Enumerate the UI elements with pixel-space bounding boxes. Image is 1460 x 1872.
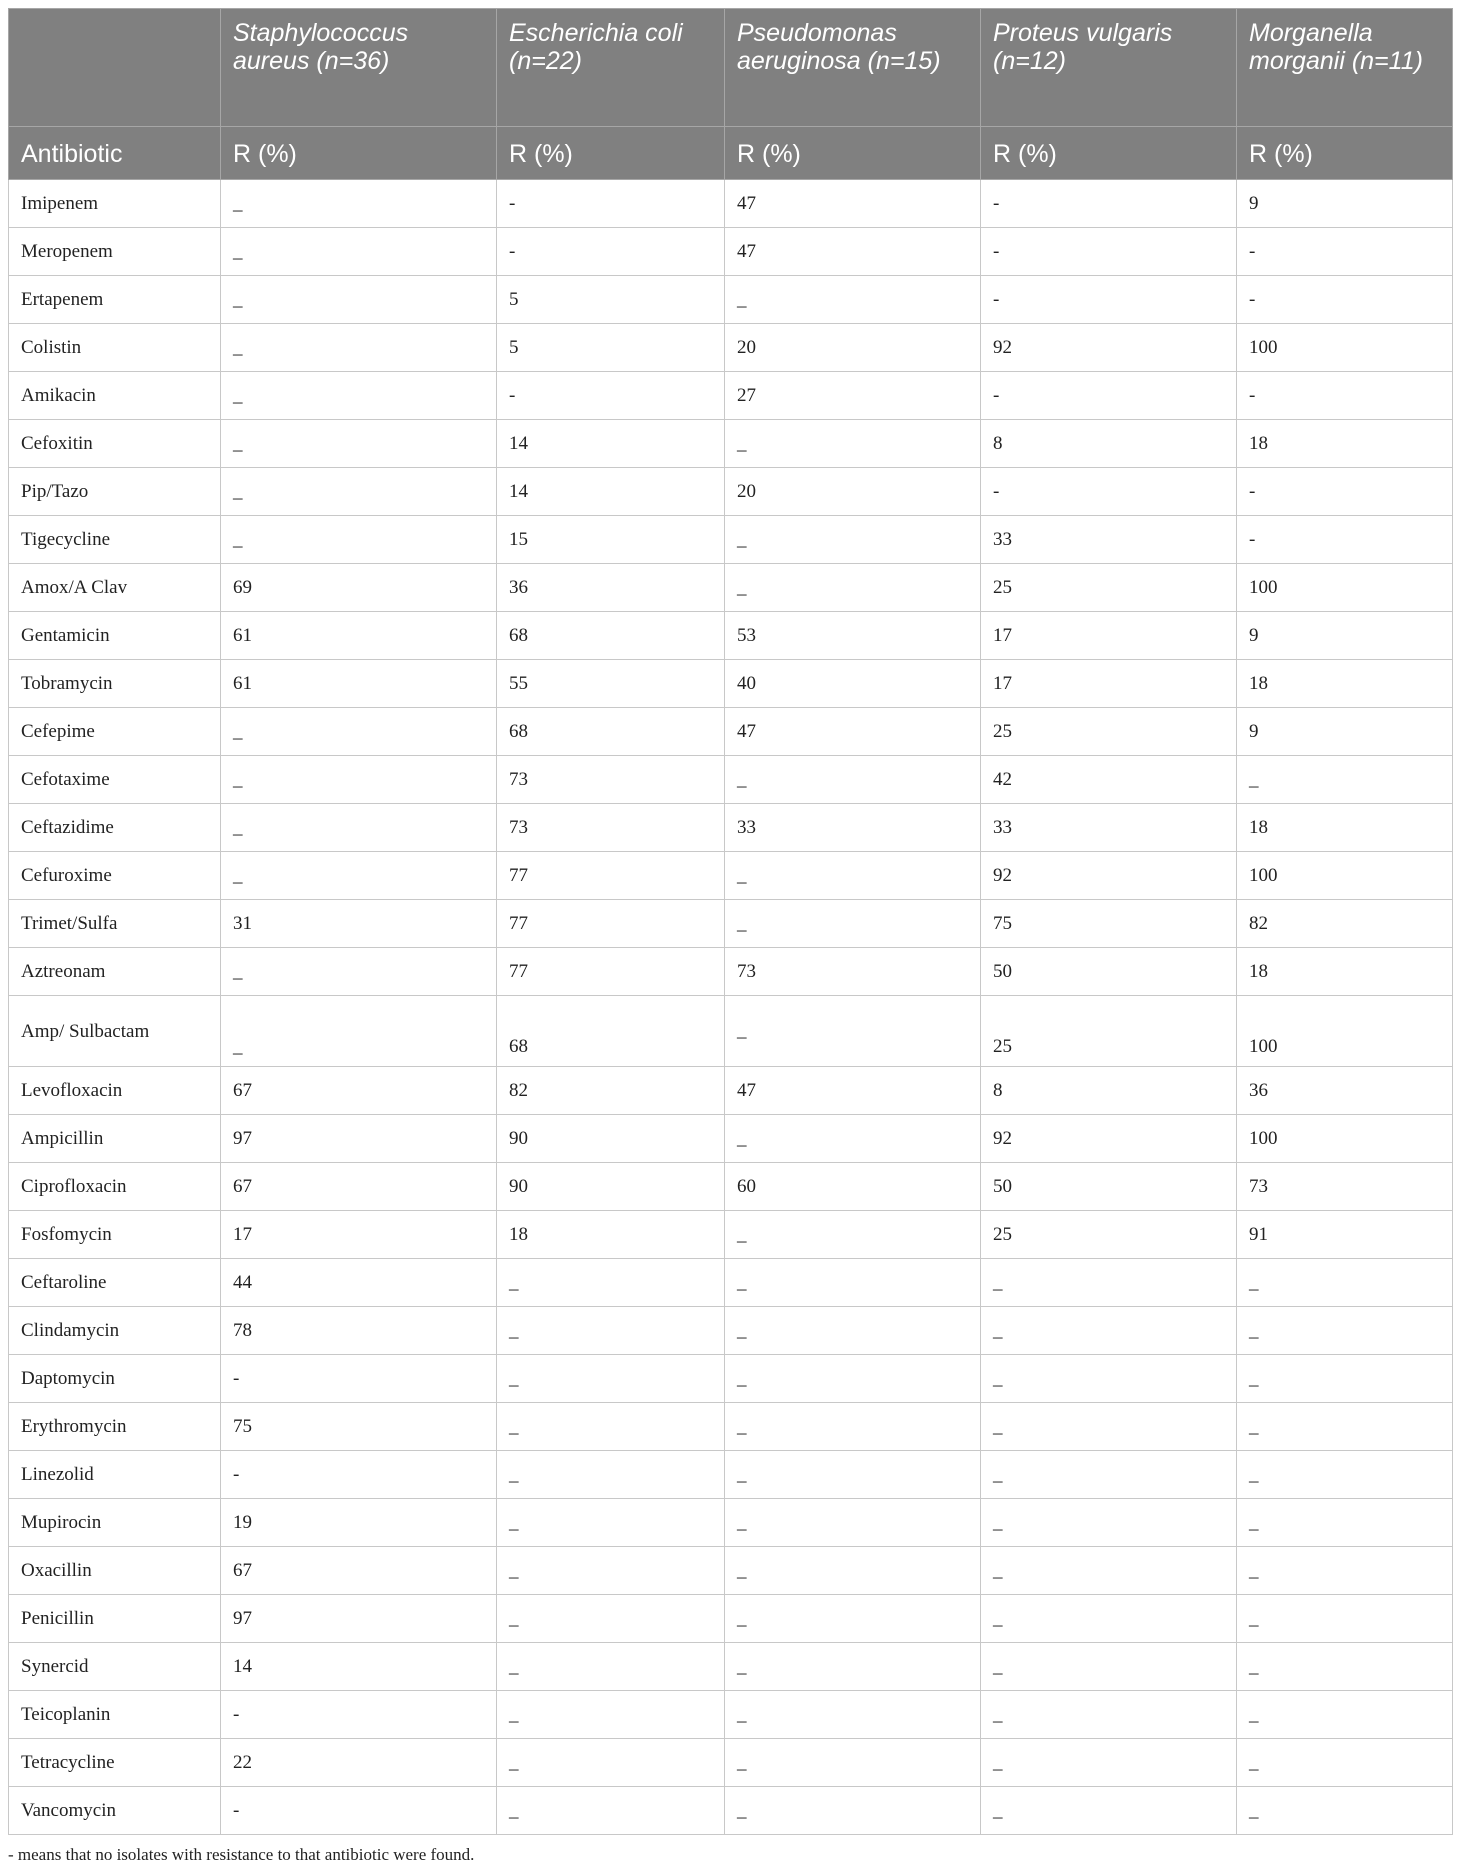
resistance-value-cell: _ — [497, 1739, 725, 1787]
table-row — [9, 1211, 1453, 1259]
resistance-value-cell: 9 — [1237, 708, 1453, 756]
resistance-value-cell: _ — [981, 1595, 1237, 1643]
resistance-value-cell: _ — [981, 1259, 1237, 1307]
resistance-value-cell: 82 — [1237, 900, 1453, 948]
antibiotic-name-cell: Mupirocin — [9, 1499, 221, 1547]
antibiotic-column-header: Antibiotic — [9, 127, 221, 180]
resistance-value-cell: - — [981, 180, 1237, 228]
resistance-value-cell: 60 — [725, 1163, 981, 1211]
resistance-value-cell: _ — [221, 948, 497, 996]
resistance-value-cell: - — [497, 228, 725, 276]
resistance-value-cell: _ — [725, 1355, 981, 1403]
resistance-value-cell: _ — [221, 852, 497, 900]
resistance-value-cell: 19 — [221, 1499, 497, 1547]
resistance-value-cell: _ — [497, 1787, 725, 1835]
resistance-value-cell: 68 — [497, 996, 725, 1067]
resistance-value-cell: 50 — [981, 948, 1237, 996]
antibiotic-name-cell: Fosfomycin — [9, 1211, 221, 1259]
antibiotic-name-cell: Aztreonam — [9, 948, 221, 996]
table-row — [9, 564, 1453, 612]
resistance-value-cell: 36 — [1237, 1067, 1453, 1115]
table-row — [9, 1163, 1453, 1211]
resistance-value-cell: 47 — [725, 180, 981, 228]
antibiotic-name-cell: Ampicillin — [9, 1115, 221, 1163]
resistance-value-cell: _ — [725, 564, 981, 612]
resistance-value-cell: 18 — [497, 1211, 725, 1259]
metric-header-row — [9, 127, 1453, 180]
resistance-value-cell: _ — [725, 900, 981, 948]
metric-header: R (%) — [497, 127, 725, 180]
resistance-value-cell: 20 — [725, 324, 981, 372]
antibiotic-name-cell: Levofloxacin — [9, 1067, 221, 1115]
organism-header-row — [9, 9, 1453, 127]
table-row — [9, 948, 1453, 996]
table-row — [9, 1403, 1453, 1451]
table-row — [9, 1547, 1453, 1595]
resistance-value-cell: 100 — [1237, 996, 1453, 1067]
resistance-value-cell: 90 — [497, 1115, 725, 1163]
resistance-value-cell: _ — [1237, 1691, 1453, 1739]
table-row — [9, 1739, 1453, 1787]
resistance-value-cell: 14 — [221, 1643, 497, 1691]
resistance-value-cell: _ — [497, 1451, 725, 1499]
table-row — [9, 996, 1453, 1067]
resistance-value-cell: _ — [981, 1643, 1237, 1691]
table-row — [9, 228, 1453, 276]
resistance-value-cell: _ — [725, 756, 981, 804]
organism-header: Pseudomonas aeruginosa (n=15) — [725, 9, 981, 127]
organism-header: Escherichia coli (n=22) — [497, 9, 725, 127]
resistance-value-cell: _ — [725, 1787, 981, 1835]
antibiotic-name-cell: Tobramycin — [9, 660, 221, 708]
table-row — [9, 276, 1453, 324]
resistance-value-cell: 18 — [1237, 804, 1453, 852]
resistance-value-cell: _ — [981, 1547, 1237, 1595]
resistance-value-cell: _ — [725, 1691, 981, 1739]
resistance-value-cell: _ — [497, 1547, 725, 1595]
resistance-value-cell: _ — [221, 708, 497, 756]
resistance-value-cell: _ — [725, 1451, 981, 1499]
resistance-value-cell: _ — [725, 276, 981, 324]
resistance-value-cell: _ — [981, 1787, 1237, 1835]
organism-header: Staphylococcus aureus (n=36) — [221, 9, 497, 127]
resistance-value-cell: _ — [221, 180, 497, 228]
resistance-value-cell: 100 — [1237, 564, 1453, 612]
resistance-value-cell: _ — [221, 756, 497, 804]
resistance-value-cell: - — [1237, 228, 1453, 276]
antibiotic-name-cell: Amikacin — [9, 372, 221, 420]
resistance-value-cell: 33 — [981, 516, 1237, 564]
resistance-value-cell: 5 — [497, 276, 725, 324]
resistance-value-cell: 73 — [497, 756, 725, 804]
table-row — [9, 852, 1453, 900]
resistance-value-cell: _ — [1237, 756, 1453, 804]
resistance-table-container — [8, 8, 1452, 1835]
antibiotic-name-cell: Ertapenem — [9, 276, 221, 324]
table-row — [9, 516, 1453, 564]
antibiotic-name-cell: Trimet/Sulfa — [9, 900, 221, 948]
resistance-value-cell: - — [981, 372, 1237, 420]
resistance-value-cell: _ — [725, 1499, 981, 1547]
resistance-value-cell: _ — [221, 276, 497, 324]
table-row — [9, 1499, 1453, 1547]
resistance-value-cell: _ — [725, 1643, 981, 1691]
resistance-value-cell: 100 — [1237, 852, 1453, 900]
antibiotic-name-cell: Cefepime — [9, 708, 221, 756]
resistance-value-cell: _ — [221, 228, 497, 276]
antibiotic-name-cell: Colistin — [9, 324, 221, 372]
antibiotic-name-cell: Synercid — [9, 1643, 221, 1691]
antibiotic-name-cell: Cefuroxime — [9, 852, 221, 900]
resistance-value-cell: - — [1237, 276, 1453, 324]
resistance-value-cell: _ — [497, 1499, 725, 1547]
resistance-value-cell: _ — [981, 1739, 1237, 1787]
resistance-value-cell: - — [221, 1787, 497, 1835]
resistance-value-cell: 47 — [725, 1067, 981, 1115]
resistance-value-cell: _ — [1237, 1307, 1453, 1355]
resistance-value-cell: 61 — [221, 660, 497, 708]
resistance-value-cell: 90 — [497, 1163, 725, 1211]
resistance-value-cell: 20 — [725, 468, 981, 516]
resistance-value-cell: 14 — [497, 468, 725, 516]
resistance-value-cell: _ — [725, 1307, 981, 1355]
table-row — [9, 1691, 1453, 1739]
resistance-value-cell: _ — [221, 420, 497, 468]
antibiotic-name-cell: Amox/A Clav — [9, 564, 221, 612]
table-row — [9, 324, 1453, 372]
resistance-value-cell: 73 — [497, 804, 725, 852]
antibiotic-name-cell: Gentamicin — [9, 612, 221, 660]
resistance-value-cell: _ — [1237, 1403, 1453, 1451]
resistance-value-cell: 100 — [1237, 324, 1453, 372]
resistance-value-cell: _ — [725, 420, 981, 468]
resistance-value-cell: 100 — [1237, 1115, 1453, 1163]
resistance-value-cell: 50 — [981, 1163, 1237, 1211]
resistance-value-cell: 5 — [497, 324, 725, 372]
resistance-value-cell: 82 — [497, 1067, 725, 1115]
resistance-value-cell: 61 — [221, 612, 497, 660]
table-row — [9, 1115, 1453, 1163]
resistance-value-cell: 77 — [497, 852, 725, 900]
antibiotic-name-cell: Pip/Tazo — [9, 468, 221, 516]
resistance-value-cell: _ — [981, 1307, 1237, 1355]
resistance-value-cell: _ — [497, 1595, 725, 1643]
resistance-value-cell: 18 — [1237, 948, 1453, 996]
resistance-value-cell: 25 — [981, 564, 1237, 612]
resistance-value-cell: 31 — [221, 900, 497, 948]
resistance-value-cell: - — [221, 1451, 497, 1499]
resistance-value-cell: - — [221, 1691, 497, 1739]
resistance-value-cell: - — [221, 1355, 497, 1403]
resistance-value-cell: 33 — [725, 804, 981, 852]
resistance-value-cell: 44 — [221, 1259, 497, 1307]
resistance-value-cell: - — [1237, 468, 1453, 516]
resistance-value-cell: 25 — [981, 996, 1237, 1067]
antibiotic-name-cell: Tigecycline — [9, 516, 221, 564]
table-row — [9, 804, 1453, 852]
resistance-value-cell: 68 — [497, 612, 725, 660]
resistance-value-cell: - — [1237, 516, 1453, 564]
resistance-value-cell: 92 — [981, 1115, 1237, 1163]
resistance-value-cell: 18 — [1237, 420, 1453, 468]
table-row — [9, 468, 1453, 516]
resistance-value-cell: 17 — [221, 1211, 497, 1259]
resistance-value-cell: _ — [497, 1643, 725, 1691]
antibiotic-name-cell: Amp/ Sulbactam — [9, 996, 221, 1067]
antibiotic-name-cell: Cefotaxime — [9, 756, 221, 804]
antibiotic-name-cell: Erythromycin — [9, 1403, 221, 1451]
resistance-value-cell: 42 — [981, 756, 1237, 804]
antibiotic-name-cell: Ceftaroline — [9, 1259, 221, 1307]
resistance-value-cell: _ — [497, 1403, 725, 1451]
resistance-value-cell: _ — [221, 324, 497, 372]
resistance-value-cell: - — [497, 180, 725, 228]
resistance-value-cell: 47 — [725, 708, 981, 756]
resistance-table — [8, 8, 1453, 1835]
resistance-value-cell: 17 — [981, 660, 1237, 708]
antibiotic-name-cell: Daptomycin — [9, 1355, 221, 1403]
table-row — [9, 1067, 1453, 1115]
antibiotic-name-cell: Penicillin — [9, 1595, 221, 1643]
antibiotic-name-cell: Ceftazidime — [9, 804, 221, 852]
resistance-value-cell: _ — [1237, 1787, 1453, 1835]
resistance-value-cell: - — [981, 276, 1237, 324]
resistance-value-cell: 9 — [1237, 180, 1453, 228]
metric-header: R (%) — [725, 127, 981, 180]
resistance-value-cell: _ — [221, 516, 497, 564]
resistance-value-cell: _ — [221, 372, 497, 420]
resistance-value-cell: 67 — [221, 1067, 497, 1115]
table-row — [9, 1643, 1453, 1691]
resistance-value-cell: 25 — [981, 708, 1237, 756]
resistance-value-cell: 69 — [221, 564, 497, 612]
resistance-value-cell: _ — [725, 1595, 981, 1643]
table-row — [9, 660, 1453, 708]
table-row — [9, 708, 1453, 756]
antibiotic-name-cell: Clindamycin — [9, 1307, 221, 1355]
table-row — [9, 1307, 1453, 1355]
resistance-value-cell: 33 — [981, 804, 1237, 852]
table-footnote: - means that no isolates with resistance to that antibiotic were found. — [8, 1845, 475, 1864]
resistance-value-cell: _ — [725, 1115, 981, 1163]
antibiotic-name-cell: Tetracycline — [9, 1739, 221, 1787]
resistance-value-cell: 91 — [1237, 1211, 1453, 1259]
resistance-value-cell: - — [981, 468, 1237, 516]
resistance-value-cell: 67 — [221, 1547, 497, 1595]
resistance-value-cell: _ — [1237, 1355, 1453, 1403]
table-row — [9, 372, 1453, 420]
resistance-value-cell: 78 — [221, 1307, 497, 1355]
resistance-value-cell: 53 — [725, 612, 981, 660]
metric-header: R (%) — [981, 127, 1237, 180]
resistance-value-cell: 14 — [497, 420, 725, 468]
header-corner-cell — [9, 9, 221, 127]
resistance-value-cell: _ — [497, 1691, 725, 1739]
resistance-value-cell: _ — [725, 996, 981, 1067]
antibiotic-name-cell: Cefoxitin — [9, 420, 221, 468]
resistance-value-cell: 67 — [221, 1163, 497, 1211]
table-row — [9, 1259, 1453, 1307]
resistance-value-cell: 22 — [221, 1739, 497, 1787]
resistance-value-cell: _ — [1237, 1643, 1453, 1691]
resistance-value-cell: _ — [1237, 1499, 1453, 1547]
resistance-value-cell: _ — [981, 1691, 1237, 1739]
table-row — [9, 612, 1453, 660]
table-row — [9, 420, 1453, 468]
resistance-value-cell: 8 — [981, 1067, 1237, 1115]
resistance-value-cell: - — [497, 372, 725, 420]
antibiotic-name-cell: Linezolid — [9, 1451, 221, 1499]
resistance-value-cell: _ — [725, 1739, 981, 1787]
resistance-value-cell: - — [1237, 372, 1453, 420]
resistance-value-cell: _ — [497, 1355, 725, 1403]
resistance-value-cell: 40 — [725, 660, 981, 708]
resistance-value-cell: _ — [725, 516, 981, 564]
resistance-value-cell: _ — [725, 852, 981, 900]
resistance-value-cell: 92 — [981, 852, 1237, 900]
resistance-value-cell: - — [981, 228, 1237, 276]
resistance-value-cell: _ — [1237, 1547, 1453, 1595]
resistance-value-cell: 68 — [497, 708, 725, 756]
resistance-value-cell: 73 — [725, 948, 981, 996]
resistance-value-cell: _ — [981, 1355, 1237, 1403]
resistance-value-cell: _ — [497, 1259, 725, 1307]
resistance-value-cell: 47 — [725, 228, 981, 276]
resistance-value-cell: 55 — [497, 660, 725, 708]
resistance-value-cell: _ — [725, 1403, 981, 1451]
resistance-value-cell: _ — [1237, 1739, 1453, 1787]
resistance-value-cell: _ — [725, 1547, 981, 1595]
resistance-value-cell: 9 — [1237, 612, 1453, 660]
resistance-value-cell: 8 — [981, 420, 1237, 468]
resistance-value-cell: _ — [981, 1451, 1237, 1499]
table-row — [9, 1355, 1453, 1403]
resistance-value-cell: _ — [725, 1211, 981, 1259]
resistance-value-cell: _ — [221, 468, 497, 516]
antibiotic-name-cell: Ciprofloxacin — [9, 1163, 221, 1211]
resistance-value-cell: _ — [1237, 1595, 1453, 1643]
resistance-value-cell: _ — [221, 996, 497, 1067]
antibiotic-name-cell: Oxacillin — [9, 1547, 221, 1595]
metric-header: R (%) — [221, 127, 497, 180]
resistance-value-cell: 36 — [497, 564, 725, 612]
resistance-value-cell: 15 — [497, 516, 725, 564]
resistance-value-cell: 75 — [981, 900, 1237, 948]
resistance-value-cell: 18 — [1237, 660, 1453, 708]
resistance-value-cell: _ — [1237, 1451, 1453, 1499]
table-row — [9, 1451, 1453, 1499]
table-header — [9, 9, 1453, 180]
resistance-value-cell: _ — [725, 1259, 981, 1307]
resistance-value-cell: _ — [221, 804, 497, 852]
resistance-value-cell: _ — [497, 1307, 725, 1355]
resistance-value-cell: 97 — [221, 1115, 497, 1163]
table-row — [9, 1595, 1453, 1643]
resistance-value-cell: 75 — [221, 1403, 497, 1451]
resistance-value-cell: 77 — [497, 948, 725, 996]
antibiotic-name-cell: Imipenem — [9, 180, 221, 228]
antibiotic-name-cell: Teicoplanin — [9, 1691, 221, 1739]
resistance-value-cell: _ — [981, 1403, 1237, 1451]
resistance-value-cell: 73 — [1237, 1163, 1453, 1211]
resistance-value-cell: 17 — [981, 612, 1237, 660]
resistance-value-cell: 25 — [981, 1211, 1237, 1259]
organism-header: Morganella morganii (n=11) — [1237, 9, 1453, 127]
table-row — [9, 180, 1453, 228]
resistance-value-cell: _ — [1237, 1259, 1453, 1307]
table-row — [9, 1787, 1453, 1835]
resistance-value-cell: 27 — [725, 372, 981, 420]
metric-header: R (%) — [1237, 127, 1453, 180]
table-row — [9, 900, 1453, 948]
antibiotic-name-cell: Vancomycin — [9, 1787, 221, 1835]
organism-header: Proteus vulgaris (n=12) — [981, 9, 1237, 127]
table-body — [9, 180, 1453, 1835]
resistance-value-cell: _ — [981, 1499, 1237, 1547]
table-row — [9, 756, 1453, 804]
resistance-value-cell: 97 — [221, 1595, 497, 1643]
antibiotic-name-cell: Meropenem — [9, 228, 221, 276]
resistance-value-cell: 92 — [981, 324, 1237, 372]
resistance-value-cell: 77 — [497, 900, 725, 948]
